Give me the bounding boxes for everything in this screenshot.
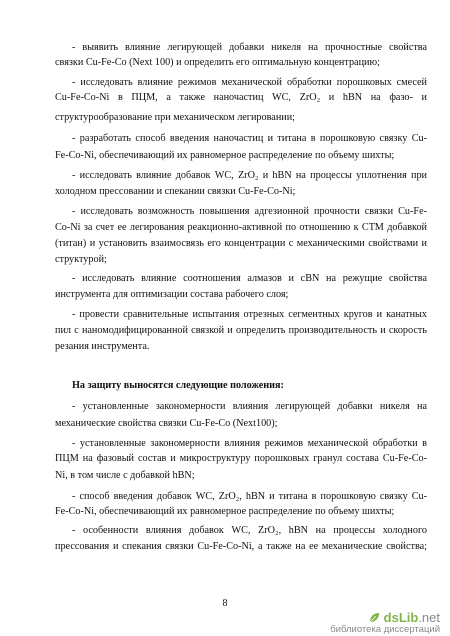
text-line: резания инструмента. [55, 341, 150, 352]
text-line: Fe-Co-Ni, обеспечивающий их равномерное распределение по объему шихты; [55, 150, 395, 161]
text-line: структурообразование при механическом легировании; [55, 112, 296, 123]
text-line: пил с наномодифицированной связкой и определить производительность и скорость [55, 325, 427, 336]
watermark-logo [368, 610, 440, 625]
text-line: - исследовать влияние добавок WC, ZrO₂ и hBN на процессы уплотнения при [72, 170, 427, 181]
text-line: - исследовать возможность повышения адгезионной прочности связки Cu-Fe- [72, 206, 427, 217]
text-line: На защиту выносятся следующие положения: [72, 380, 284, 391]
text-line: - особенности влияния добавок WC, ZrO₂, hBN на процессы холодного [72, 525, 427, 536]
text-line: - исследовать влияние соотношения алмазов и cBN на режущие свойства [72, 273, 427, 284]
leaf-icon [368, 612, 380, 624]
text-line: ПЦМ на фазовый состав и микроструктуру порошковых гранул состава Cu-Fe-Co- [55, 453, 427, 464]
text-line: - разработать способ введения наночастиц и титана в порошковую связку Cu- [72, 133, 427, 144]
text-line: связки Cu-Fe-Co (Next 100) и определить его оптимальную концентрацию; [55, 57, 380, 68]
text-line: - выявить влияние легирующей добавки никеля на прочностные свойства [72, 42, 427, 53]
text-line: прессования и спекания связки Cu-Fe-Co-Ni, а также на ее механические свойства; [55, 541, 427, 552]
text-line: холодном прессовании и спекании связки Cu-Fe-Co-Ni; [55, 186, 296, 197]
text-line: - провести сравнительные испытания отрезных сегментных кругов и канатных [72, 309, 427, 320]
text-line: структурой; [55, 254, 107, 265]
watermark-logo-tld: .net [418, 610, 440, 625]
text-line: - исследовать влияние режимов механической обработки порошковых смесей [72, 77, 427, 88]
watermark-subtitle: библиотека диссертаций [330, 624, 440, 635]
text-line: Ni, в том числе с добавкой hBN; [55, 470, 195, 481]
text-line: - способ введения добавок WC, ZrO₂, hBN и титана в порошковую связку Cu- [72, 491, 427, 502]
text-line: Cu-Fe-Co-Ni в ПЦМ, а также наночастиц WC, ZrO₂ и hBN на фазо- и [55, 92, 427, 103]
text-line: - установленные закономерности влияния легирующей добавки никеля на [72, 401, 427, 412]
text-line: инструмента для оптимизации состава рабочего слоя; [55, 289, 289, 300]
text-line: механические свойства связки Cu-Fe-Co (Next100); [55, 418, 278, 429]
watermark-logo-text [384, 610, 440, 625]
text-line: (титан) и установить взаимосвязь его концентрации с механическими свойствами и [55, 238, 427, 249]
text-line: Co-Ni за счет ее легирования реакционно-активной по отношению к СТМ добавкой [55, 222, 427, 233]
watermark-logo-accent: Lib [398, 610, 419, 625]
text-line: Fe-Co-Ni, обеспечивающий их равномерное распределение по объему шихты; [55, 506, 395, 517]
page-number: 8 [222, 598, 228, 609]
watermark-logo-main: ds [383, 610, 399, 625]
text-line: - установленные закономерности влияния режимов механической обработки в [72, 438, 427, 449]
